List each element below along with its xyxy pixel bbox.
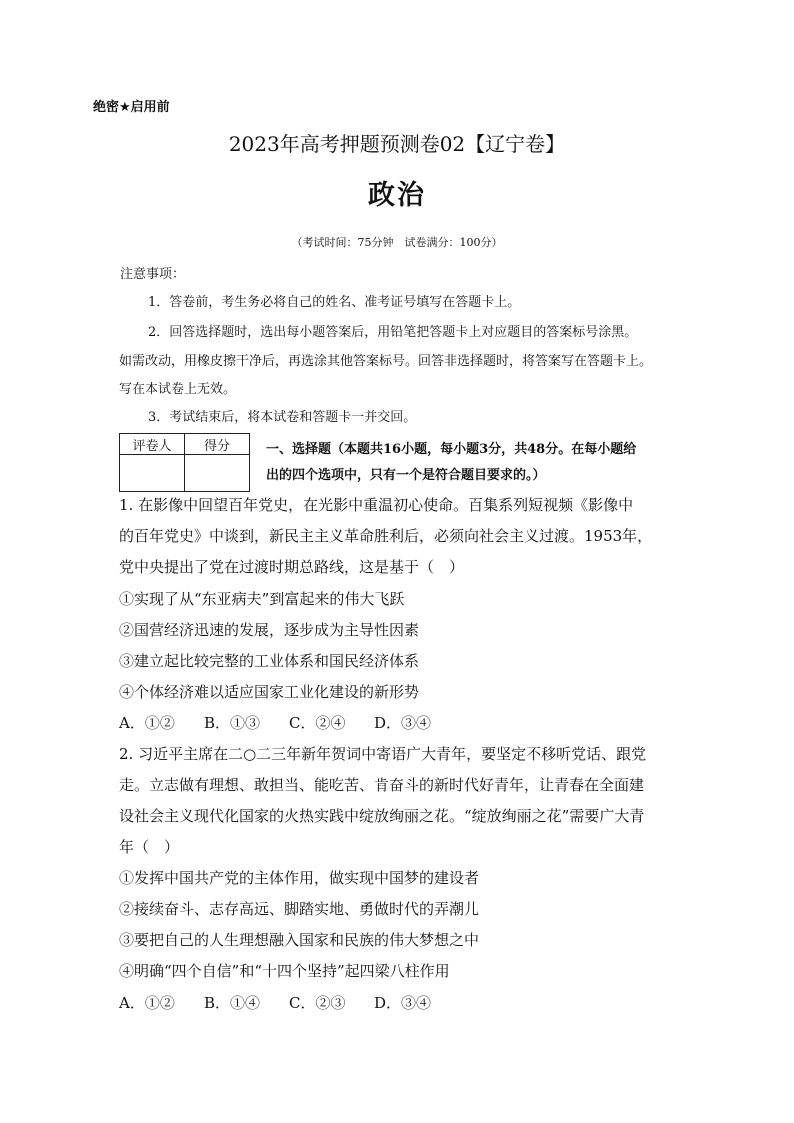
notice-heading: 注意事项： [120, 267, 186, 282]
answer-options [119, 712, 459, 733]
statement: ③要把自己的人生理想融入国家和民族的伟大梦想之中 [119, 931, 480, 949]
option-c[interactable]: C．②③ [289, 994, 346, 1012]
option-a[interactable]: A．①② [119, 714, 175, 732]
statement: ④明确“四个自信”和“十四个坚持”起四梁八柱作用 [119, 962, 450, 980]
question-stem-line: 走。立志做有理想、敢担当、能吃苦、肯奋斗的新时代好青年，让青春在全面建 [119, 776, 645, 794]
option-b[interactable]: B．①③ [204, 714, 261, 732]
question-stem-line: 的百年党史》中谈到，新民主主义革命胜利后，必须向社会主义过渡。1953年， [119, 527, 653, 545]
section-heading: 一、选择题（本题共16小题，每小题3分，共48分。在每小题给 [266, 442, 637, 457]
option-b[interactable]: B．①④ [204, 994, 261, 1012]
exam-time-info: （考试时间：75分钟 试卷满分：100分） [291, 236, 503, 249]
notice-line: 1．答卷前，考生务必将自己的姓名、准考证号填写在答题卡上。 [148, 295, 521, 310]
notice-line: 2．回答选择题时，选出每小题答案后，用铅笔把答题卡上对应题目的答案标号涂黑。 [148, 325, 638, 340]
notice-line: 如需改动，用橡皮擦干净后，再选涂其他答案标号。回答非选择题时，将答案写在答题卡上。 [119, 354, 653, 369]
notice-line: 3．考试结束后，将本试卷和答题卡一并交回。 [148, 410, 417, 425]
question-stem-line: 设社会主义现代化国家的火热实践中绽放绚丽之花。“绽放绚丽之花”需要广大青 [119, 807, 645, 825]
statement: ①发挥中国共产党的主体作用，做实现中国梦的建设者 [119, 869, 480, 887]
section-heading-cont: 出的四个选项中，只有一个是符合题目要求的。） [266, 468, 546, 483]
question-stem-line: 年（ ） [119, 838, 180, 856]
question-stem-line: 1. 在影像中回望百年党史，在光影中重温初心使命。百集系列短视频《影像中 [119, 496, 634, 514]
option-d[interactable]: D．③④ [374, 994, 432, 1012]
reviewer-cell [120, 455, 185, 492]
option-c[interactable]: C．②④ [289, 714, 346, 732]
statement: ④个体经济难以适应国家工业化建设的新形势 [119, 683, 420, 701]
exam-title: 2023年高考押题预测卷02【辽宁卷】 [228, 132, 566, 156]
score-cell [185, 455, 250, 492]
statement: ②国营经济迅速的发展，逐步成为主导性因素 [119, 621, 420, 639]
question-stem-line: 党中央提出了党在过渡时期总路线，这是基于（ ） [119, 558, 465, 576]
confidential-label: 绝密★启用前 [93, 100, 170, 115]
score-header: 得分 [185, 434, 250, 455]
option-d[interactable]: D．③④ [374, 714, 432, 732]
question-stem-line: 2. 习近平主席在二○二三年新年贺词中寄语广大青年，要坚定不移听党话、跟党 [119, 745, 647, 763]
subject-title: 政治 [368, 180, 426, 211]
reviewer-header: 评卷人 [120, 434, 185, 455]
notice-line: 写在本试卷上无效。 [119, 382, 237, 397]
option-a[interactable]: A．①② [119, 994, 175, 1012]
statement: ①实现了从“东亚病夫”到富起来的伟大飞跃 [119, 590, 405, 608]
statement: ②接续奋斗、志存高远、脚踏实地、勇做时代的弄潮儿 [119, 900, 480, 918]
statement: ③建立起比较完整的工业体系和国民经济体系 [119, 652, 420, 670]
answer-options [119, 992, 459, 1013]
score-table [119, 433, 250, 492]
